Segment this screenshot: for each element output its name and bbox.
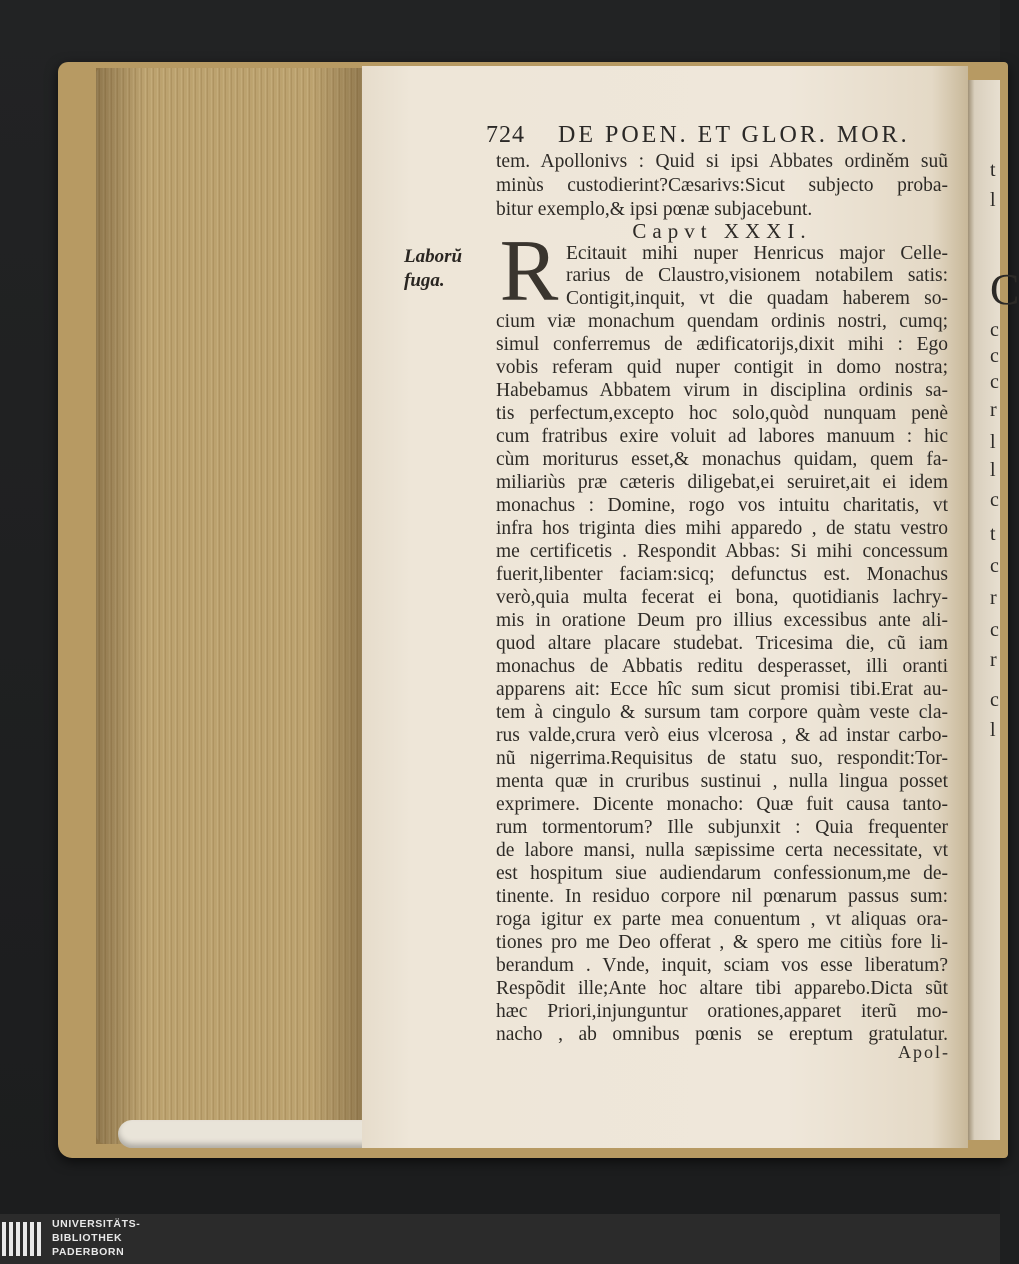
text-line: de labore mansi, nulla sæpissime certa necessitate, vt [496,840,948,861]
text-line: simul conferremus de ædificatorijs,dixit mihi : Ego [496,334,948,355]
margin-note-line-2: fuga. [404,270,445,291]
text-line: roga igitur ex parte mea conuentum , vt aliquas ora- [496,909,948,930]
margin-note-line-1: Laborŭ [404,246,463,267]
text-line: rum tormentorum? Ille subjunxit : Quia frequenter [496,817,948,838]
text-line: miliariùs præ cæteris diligebat,ei seruiret,ait ei idem [496,472,948,493]
facing-page-glyph: r [990,399,997,421]
text-line: quod altare placare studebat. Tricesima die, cũ iam [496,633,948,654]
facing-page-edge [966,80,1000,1140]
text-line: minùs custodierint?Cæsarivs:Sicut subjecto proba- [496,175,948,196]
text-line: monachus de Abbatis reditu desperasset, illi oranti [496,656,948,677]
text-line: tem à cingulo & sursum tam corpore quàm veste cla- [496,702,948,723]
text-line: bitur exemplo,& ipsi pœnæ subjacebunt. [496,199,813,220]
facing-page-glyph: r [990,587,997,609]
text-line: berandum . Vnde, inquit, sciam vos esse liberatum? [496,955,948,976]
text-line: vobis referam quid nuper contigit in domo nostra; [496,357,948,378]
facing-page-glyph: c [990,345,999,367]
facing-page-glyph: c [990,489,999,511]
text-line: infra hos triginta dies mihi apparedo , de statu vestro [496,518,948,539]
text-line: hæc Priori,injunguntur orationes,apparet iterũ mo- [496,1001,948,1022]
facing-page-glyph: c [990,319,999,341]
facing-page-glyph: l [990,719,996,741]
text-line: tinente. In residuo corpore nil pœnarum passus sum: [496,886,948,907]
facing-page-glyph: r [990,649,997,671]
text-line: mis in oratione Deum pro illius excessibus ante ali- [496,610,948,631]
running-title: DE POEN. ET GLOR. MOR. [558,122,910,148]
facing-page-glyph: t [990,159,996,181]
text-line: nũ nigerrima.Requisitus de statu suo, respondit:Tor- [496,748,948,769]
text-line: Habebamus Abbatem virum in disciplina ordinis sa- [496,380,948,401]
institution-name-line-2: BIBLIOTHEK [52,1232,123,1244]
text-line: tiones pro me Deo offerat , & spero me citiùs fore li- [496,932,948,953]
text-line: nacho , ab omnibus pœnis se ereptum gratulatur. [496,1024,948,1045]
facing-page-glyph: C [990,265,1019,314]
text-line: est hospitum siue audiendarum confessionum,me de- [496,863,948,884]
page-number: 724 [486,122,525,148]
facing-page-glyph: l [990,459,996,481]
text-line: tis perfectum,excepto hoc solo,quòd nunquam penè [496,403,948,424]
text-line: apparens ait: Ecce hîc sum sicut promisi tibi.Erat au- [496,679,948,700]
text-line: Ecitauit mihi nuper Henricus major Celle- [566,243,948,264]
drop-cap: R [499,223,559,320]
text-line: rus valde,crura verò eius vlcerosa , & ad instar carbo- [496,725,948,746]
text-line: exprimere. Dicente monacho: Quæ fuit causa tanto- [496,794,948,815]
facing-page-glyph: c [990,619,999,641]
institution-name-line-3: PADERBORN [52,1246,125,1258]
text-line: monachus : Domine, rogo vos intuitu charitatis, vt [496,495,948,516]
chapter-heading: Capvt XXXI. [632,219,812,243]
facing-page-glyph: t [990,523,996,545]
running-head [486,122,916,149]
text-line: verò,quia multa fecerat ei bona, quotidianis lachry- [496,587,948,608]
text-line: Contigit,inquit, vt die quadam haberem so- [566,288,948,309]
page-curl [118,1120,378,1148]
text-line: rarius de Claustro,visionem notabilem satis: [566,265,948,286]
facing-page-glyph: l [990,431,996,453]
text-line: cum fratribus exire voluit ad labores manuum : hic [496,426,948,447]
facing-page-glyph: c [990,689,999,711]
text-line: cium viæ monachum quendam ordinis nostri, cumq; [496,311,948,332]
facing-page-glyph: c [990,555,999,577]
library-logo-icon [0,1218,46,1260]
catchword: Apol- [898,1042,950,1062]
page-edges-shade [96,68,366,1144]
footer-bar [0,1214,1000,1264]
facing-page-glyph: l [990,189,996,211]
text-line: cùm moriturus esset,& monachus quidam, quem fa- [496,449,948,470]
institution-name-line-1: UNIVERSITÄTS- [52,1218,141,1230]
text-line: me certificetis . Respondit Abbas: Si mihi concessum [496,541,948,562]
text-line: menta quæ in cruribus sustinui , nulla lingua posset [496,771,948,792]
text-line: fuerit,libenter faciam:sicq; defunctus est. Monachus [496,564,948,585]
text-line: Respõdit ille;Ante hoc altare tibi apparebo.Dicta sũt [496,978,948,999]
text-line: tem. Apollonivs : Quid si ipsi Abbates ordiněm suũ [496,151,948,172]
facing-page-glyph: c [990,371,999,393]
